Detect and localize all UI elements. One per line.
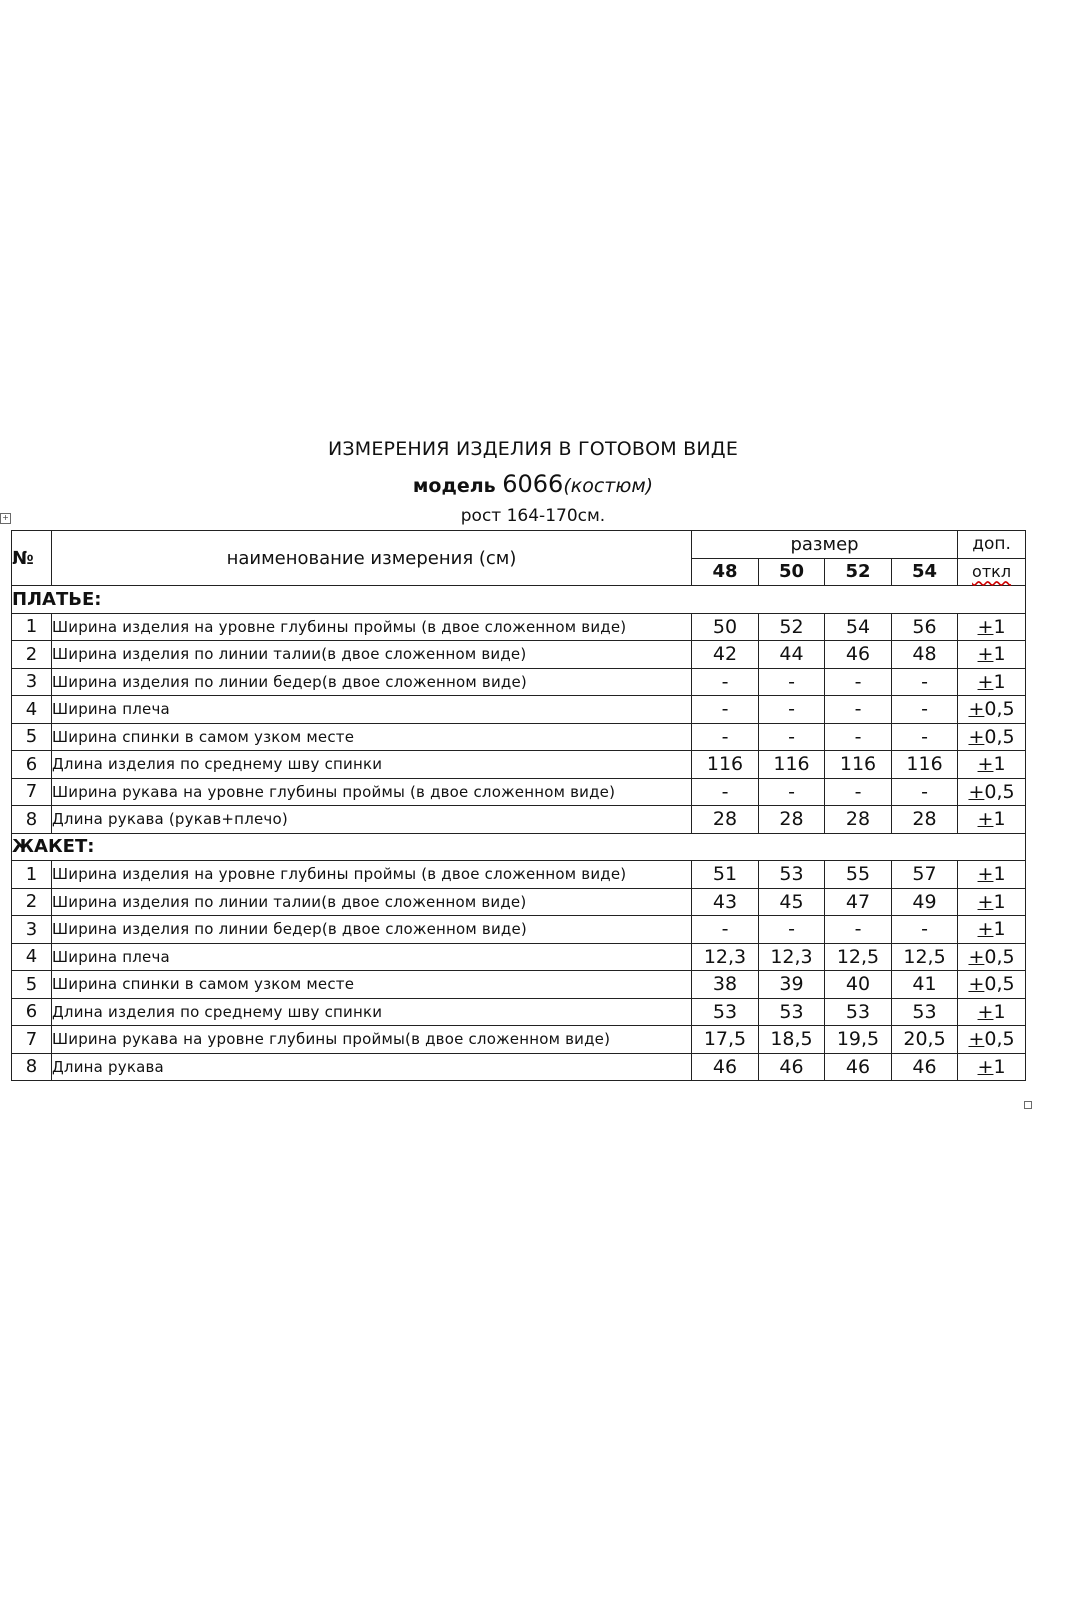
row-number: 8 (12, 806, 52, 834)
size-value: - (759, 668, 825, 696)
tolerance-value: 0,5 (984, 1028, 1015, 1051)
tolerance-cell (958, 723, 1026, 751)
tolerance-sign: + (977, 670, 994, 693)
size-value: - (692, 723, 759, 751)
table-row (12, 943, 1026, 971)
tolerance-value: 0,5 (984, 698, 1015, 721)
tolerance-sign: + (977, 643, 994, 666)
size-header: 54 (892, 558, 958, 586)
measurement-name: Ширина изделия на уровне глубины проймы (в двое сложенном виде) (52, 861, 692, 889)
model-number: 6066 (502, 470, 564, 498)
tolerance-value: 1 (993, 670, 1006, 693)
row-number: 6 (12, 998, 52, 1026)
measurement-name: Ширина рукава на уровне глубины проймы (в двое сложенном виде) (52, 778, 692, 806)
section-row (12, 586, 1026, 614)
size-value: 28 (825, 806, 892, 834)
row-number: 2 (12, 641, 52, 669)
size-value: 48 (892, 641, 958, 669)
tolerance-cell (958, 806, 1026, 834)
table-row (12, 971, 1026, 999)
tolerance-value: 1 (993, 808, 1006, 831)
size-value: - (825, 696, 892, 724)
size-value: 49 (892, 888, 958, 916)
size-header: 48 (692, 558, 759, 586)
measurement-name: Ширина плеча (52, 943, 692, 971)
row-number: 1 (12, 861, 52, 889)
row-number: 6 (12, 751, 52, 779)
size-value: 46 (759, 1053, 825, 1081)
size-value: 116 (892, 751, 958, 779)
tolerance-sign: + (977, 808, 994, 831)
table-row (12, 1053, 1026, 1081)
table-row (12, 613, 1026, 641)
size-value: 44 (759, 641, 825, 669)
size-value: 56 (892, 613, 958, 641)
tolerance-cell (958, 971, 1026, 999)
size-value: 41 (892, 971, 958, 999)
tolerance-cell (958, 751, 1026, 779)
row-number: 8 (12, 1053, 52, 1081)
size-value: - (892, 668, 958, 696)
tolerance-cell (958, 641, 1026, 669)
tolerance-sign: + (968, 780, 985, 803)
section-title: ПЛАТЬЕ: (12, 586, 1026, 614)
tolerance-value: 0,5 (984, 945, 1015, 968)
col-otkl-header: откл (958, 558, 1026, 586)
tolerance-cell (958, 1053, 1026, 1081)
size-value: 20,5 (892, 1026, 958, 1054)
tolerance-sign: + (977, 615, 994, 638)
measurement-name: Ширина изделия на уровне глубины проймы (в двое сложенном виде) (52, 613, 692, 641)
size-value: 38 (692, 971, 759, 999)
col-no-header: № (12, 531, 52, 586)
size-value: - (892, 778, 958, 806)
measurement-name: Длина рукава (52, 1053, 692, 1081)
size-value: 19,5 (825, 1026, 892, 1054)
size-value: 46 (892, 1053, 958, 1081)
measurement-name: Ширина изделия по линии бедер(в двое сложенном виде) (52, 916, 692, 944)
size-value: 39 (759, 971, 825, 999)
table-row (12, 641, 1026, 669)
height-range: рост 164-170см. (460, 506, 606, 526)
row-number: 2 (12, 888, 52, 916)
size-value: - (892, 916, 958, 944)
size-value: - (825, 723, 892, 751)
col-name-header: наименование измерения (см) (52, 531, 692, 586)
size-value: 28 (692, 806, 759, 834)
tolerance-cell (958, 888, 1026, 916)
size-value: - (759, 696, 825, 724)
row-number: 4 (12, 943, 52, 971)
size-value: 42 (692, 641, 759, 669)
size-value: - (692, 668, 759, 696)
measurement-name: Ширина рукава на уровне глубины проймы(в двое сложенном виде) (52, 1026, 692, 1054)
size-value: - (825, 916, 892, 944)
size-value: 28 (759, 806, 825, 834)
section-row (12, 833, 1026, 861)
tolerance-sign: + (968, 698, 985, 721)
table-row (12, 751, 1026, 779)
document-title: ИЗМЕРЕНИЯ ИЗДЕЛИЯ В ГОТОВОМ ВИДЕ (327, 438, 739, 460)
table-row (12, 723, 1026, 751)
size-value: - (825, 778, 892, 806)
row-number: 7 (12, 778, 52, 806)
measurement-name: Ширина плеча (52, 696, 692, 724)
tolerance-cell (958, 696, 1026, 724)
table-move-handle-icon[interactable]: + (0, 513, 11, 524)
tolerance-sign: + (977, 753, 994, 776)
size-value: 116 (825, 751, 892, 779)
tolerance-value: 1 (993, 863, 1006, 886)
row-number: 7 (12, 1026, 52, 1054)
size-value: - (759, 916, 825, 944)
tolerance-value: 0,5 (984, 780, 1015, 803)
tolerance-sign: + (977, 1000, 994, 1023)
row-number: 5 (12, 971, 52, 999)
size-value: 54 (825, 613, 892, 641)
size-value: 116 (692, 751, 759, 779)
tolerance-cell (958, 1026, 1026, 1054)
size-value: 43 (692, 888, 759, 916)
size-value: 52 (759, 613, 825, 641)
tolerance-sign: + (977, 863, 994, 886)
tolerance-value: 1 (993, 643, 1006, 666)
size-value: - (892, 723, 958, 751)
row-number: 3 (12, 668, 52, 696)
table-row (12, 696, 1026, 724)
measurement-name: Ширина спинки в самом узком месте (52, 723, 692, 751)
measurement-name: Ширина спинки в самом узком месте (52, 971, 692, 999)
table-row (12, 998, 1026, 1026)
section-title: ЖАКЕТ: (12, 833, 1026, 861)
size-value: 12,3 (692, 943, 759, 971)
size-value: 53 (759, 861, 825, 889)
model-line (0, 470, 1066, 498)
table-body (12, 531, 1026, 1081)
tolerance-value: 1 (993, 615, 1006, 638)
size-header: 52 (825, 558, 892, 586)
model-label: модель (412, 475, 503, 497)
measurement-name: Ширина изделия по линии бедер(в двое сложенном виде) (52, 668, 692, 696)
tolerance-cell (958, 668, 1026, 696)
size-value: - (825, 668, 892, 696)
model-type: (костюм) (563, 475, 654, 497)
table-resize-handle-icon[interactable] (1024, 1101, 1032, 1109)
measurements-table (11, 530, 1026, 1081)
size-value: 55 (825, 861, 892, 889)
row-number: 3 (12, 916, 52, 944)
size-value: 40 (825, 971, 892, 999)
size-value: - (892, 696, 958, 724)
table-row (12, 916, 1026, 944)
table-row (12, 806, 1026, 834)
table-row (12, 888, 1026, 916)
tolerance-sign: + (968, 1028, 985, 1051)
tolerance-sign: + (968, 945, 985, 968)
tolerance-value: 1 (993, 1000, 1006, 1023)
measurement-name: Ширина изделия по линии талии(в двое сложенном виде) (52, 641, 692, 669)
measurement-name: Ширина изделия по линии талии(в двое сложенном виде) (52, 888, 692, 916)
size-value: 53 (892, 998, 958, 1026)
tolerance-value: 0,5 (984, 973, 1015, 996)
size-value: 12,5 (825, 943, 892, 971)
col-dop-header: доп. (958, 531, 1026, 559)
table-row (12, 778, 1026, 806)
size-value: 51 (692, 861, 759, 889)
size-value: 46 (825, 641, 892, 669)
size-value: 50 (692, 613, 759, 641)
tolerance-sign: + (968, 973, 985, 996)
size-value: 46 (825, 1053, 892, 1081)
size-value: 17,5 (692, 1026, 759, 1054)
tolerance-cell (958, 613, 1026, 641)
measurement-name: Длина рукава (рукав+плечо) (52, 806, 692, 834)
size-value: - (692, 916, 759, 944)
size-value: 53 (692, 998, 759, 1026)
col-size-header: размер (692, 531, 958, 559)
size-value: 28 (892, 806, 958, 834)
tolerance-value: 1 (993, 753, 1006, 776)
tolerance-cell (958, 943, 1026, 971)
tolerance-sign: + (977, 918, 994, 941)
size-value: 12,3 (759, 943, 825, 971)
size-value: 46 (692, 1053, 759, 1081)
tolerance-sign: + (977, 890, 994, 913)
table-row (12, 668, 1026, 696)
size-value: - (692, 696, 759, 724)
tolerance-value: 1 (993, 918, 1006, 941)
tolerance-value: 1 (993, 890, 1006, 913)
size-value: 57 (892, 861, 958, 889)
tolerance-value: 0,5 (984, 725, 1015, 748)
size-value: 12,5 (892, 943, 958, 971)
measurement-name: Длина изделия по среднему шву спинки (52, 998, 692, 1026)
size-value: - (692, 778, 759, 806)
size-value: 47 (825, 888, 892, 916)
tolerance-sign: + (977, 1055, 994, 1078)
size-value: 53 (759, 998, 825, 1026)
size-value: 53 (825, 998, 892, 1026)
size-value: 45 (759, 888, 825, 916)
size-value: - (759, 723, 825, 751)
row-number: 5 (12, 723, 52, 751)
tolerance-cell (958, 778, 1026, 806)
row-number: 4 (12, 696, 52, 724)
tolerance-cell (958, 861, 1026, 889)
measurement-name: Длина изделия по среднему шву спинки (52, 751, 692, 779)
tolerance-sign: + (968, 725, 985, 748)
size-value: 116 (759, 751, 825, 779)
row-number: 1 (12, 613, 52, 641)
size-header: 50 (759, 558, 825, 586)
table-row (12, 861, 1026, 889)
tolerance-cell (958, 998, 1026, 1026)
size-value: - (759, 778, 825, 806)
header-row-1 (12, 531, 1026, 559)
size-value: 18,5 (759, 1026, 825, 1054)
tolerance-cell (958, 916, 1026, 944)
tolerance-value: 1 (993, 1055, 1006, 1078)
table-row (12, 1026, 1026, 1054)
